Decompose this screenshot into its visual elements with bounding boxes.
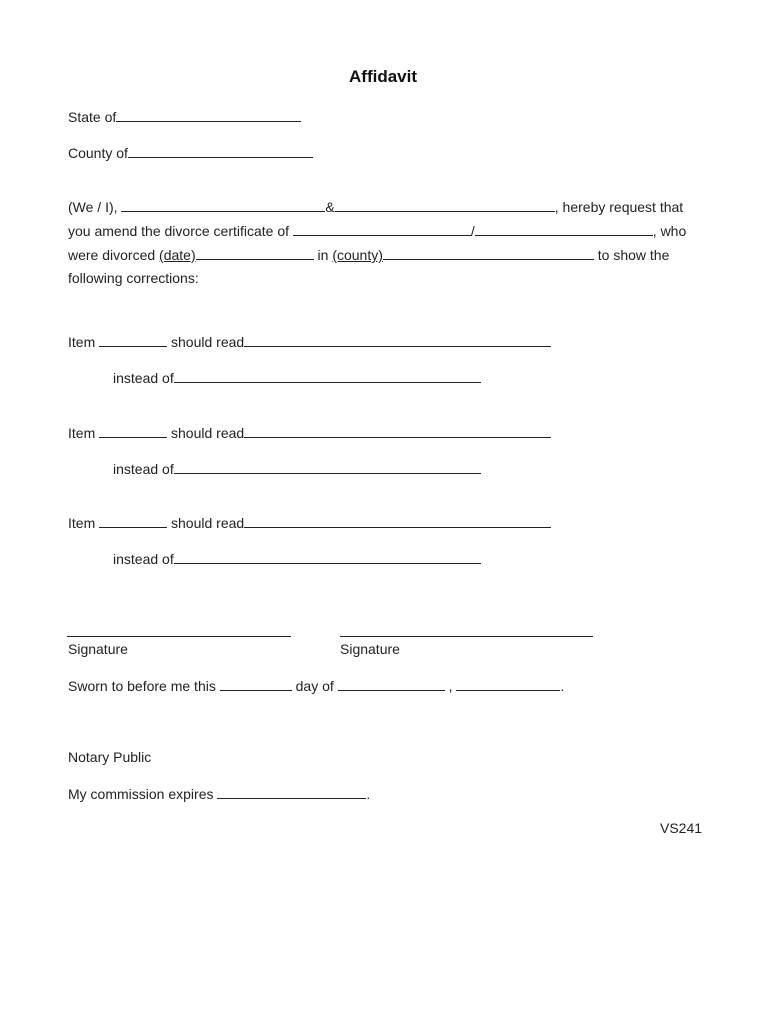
request-line-1 <box>68 198 683 215</box>
county-label: County of <box>68 145 128 161</box>
notary-public-label: Notary Public <box>68 749 152 765</box>
instead-of-field[interactable] <box>174 460 481 474</box>
day-of-label: day of <box>295 678 334 694</box>
were-divorced-text: were divorced <box>68 247 156 263</box>
certificate-name-two-field[interactable] <box>475 222 653 236</box>
date-hint: (date) <box>159 247 196 263</box>
signature-right-label: Signature <box>340 641 400 657</box>
item-label: Item <box>68 515 96 531</box>
item-number-field[interactable] <box>99 424 167 438</box>
form-code: VS241 <box>660 820 703 836</box>
slash-separator: / <box>470 223 475 239</box>
signature-right-field[interactable] <box>340 636 593 637</box>
state-row <box>68 108 301 125</box>
signature-left-label: Signature <box>68 641 128 657</box>
county-field[interactable] <box>128 144 313 158</box>
sworn-period: . <box>560 678 565 694</box>
item-number-field[interactable] <box>99 514 167 528</box>
instead-of-field[interactable] <box>174 550 481 564</box>
divorce-date-field[interactable] <box>196 246 314 260</box>
correction-3-item-row <box>68 514 551 531</box>
item-label: Item <box>68 334 96 350</box>
commission-expires-field[interactable] <box>217 785 366 799</box>
should-read-label: should read <box>171 334 245 350</box>
certificate-name-one-field[interactable] <box>293 222 471 236</box>
correction-3-instead-row <box>113 550 481 567</box>
instead-of-field[interactable] <box>174 369 481 383</box>
state-field[interactable] <box>116 108 301 122</box>
divorce-county-field[interactable] <box>383 246 594 260</box>
county-row <box>68 144 313 161</box>
amend-text: you amend the divorce certificate of <box>68 223 290 239</box>
ampersand: & <box>325 199 335 215</box>
page-title: Affidavit <box>349 67 417 86</box>
county-hint: (county) <box>332 247 383 263</box>
request-line-3 <box>68 246 669 263</box>
should-read-field[interactable] <box>244 424 551 438</box>
party-two-field[interactable] <box>335 198 555 212</box>
in-label: in <box>317 247 329 263</box>
should-read-label: should read <box>171 515 245 531</box>
who-text: , who <box>652 223 687 239</box>
hereby-text: , hereby request that <box>554 199 684 215</box>
sworn-month-field[interactable] <box>338 677 445 691</box>
item-number-field[interactable] <box>99 333 167 347</box>
sworn-label: Sworn to before me this <box>68 678 216 694</box>
sworn-row <box>68 677 564 694</box>
should-read-label: should read <box>171 425 245 441</box>
party-one-field[interactable] <box>121 198 325 212</box>
sworn-day-field[interactable] <box>220 677 292 691</box>
correction-2-item-row <box>68 424 551 441</box>
correction-1-instead-row <box>113 369 481 386</box>
correction-1-item-row <box>68 333 551 350</box>
sworn-year-field[interactable] <box>456 677 560 691</box>
state-label: State of <box>68 109 117 125</box>
correction-2-instead-row <box>113 460 481 477</box>
item-label: Item <box>68 425 96 441</box>
commission-row <box>68 785 370 802</box>
should-read-field[interactable] <box>244 333 551 347</box>
instead-of-label: instead of <box>113 461 174 477</box>
to-show-text: to show the <box>597 247 670 263</box>
commission-period: . <box>366 786 371 802</box>
sworn-comma: , <box>448 678 453 694</box>
instead-of-label: instead of <box>113 370 174 386</box>
signature-left-field[interactable] <box>67 636 291 637</box>
request-line-4: following corrections: <box>68 270 199 286</box>
should-read-field[interactable] <box>244 514 551 528</box>
request-line-2 <box>68 222 686 239</box>
we-i-label: (We / I), <box>68 199 118 215</box>
instead-of-label: instead of <box>113 551 174 567</box>
commission-label: My commission expires <box>68 786 214 802</box>
